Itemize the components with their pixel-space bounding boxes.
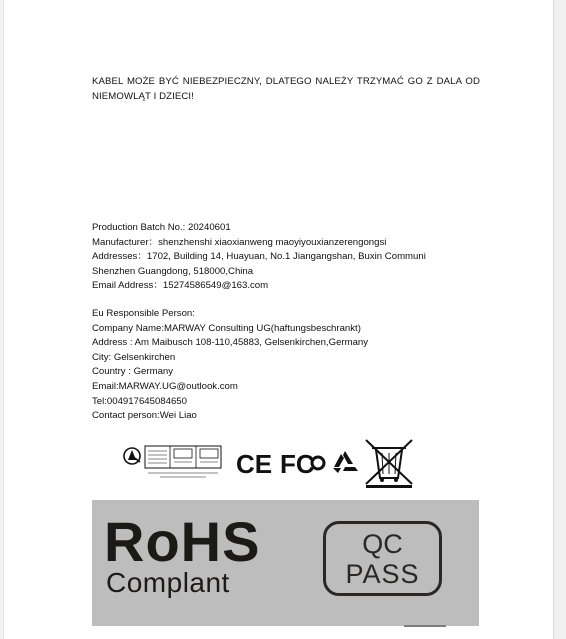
pass-label: PASS (345, 559, 420, 589)
complant-label: Complant (106, 567, 230, 598)
production-info (92, 221, 472, 294)
sorting-info-label (145, 446, 221, 477)
safety-warning (92, 74, 480, 104)
eu-address: Address : Am Maibusch 108-110,45883, Gelsenkirchen,Germany (92, 337, 369, 349)
eu-tel: Tel:004917645084650 (92, 395, 187, 407)
eu-email: Email:MARWAY.UG@outlook.com (92, 380, 238, 392)
warning-line-1: KABEL MOŻE BYĆ NIEBEZPIECZNY, DLATEGO NALEŻY TRZYMAĆ GO Z DALA OD (92, 76, 480, 87)
rohs-qc-badge (92, 500, 479, 626)
manufacturer: Manufacturer：shenzhenshi xiaoxianweng maoyiyouxianzerengongsi (92, 236, 387, 248)
warning-line-2: NIEMOWLĄT I DZIECI! (92, 91, 194, 102)
rohs-label: RoHS (104, 510, 261, 573)
recycle-icon (333, 451, 358, 473)
eu-heading: Eu Responsible Person: (92, 308, 195, 319)
manufacturer-email: Email Address：15274586549@163.com (92, 280, 269, 292)
production-batch: Production Batch No.: 20240601 (92, 222, 231, 233)
eu-responsible-info (92, 307, 472, 424)
triman-icon (124, 448, 140, 464)
page-bottom-strip (92, 626, 479, 639)
fcc-mark-icon: FC (280, 449, 315, 479)
qc-pass-stamp (323, 521, 442, 596)
weee-crossed-bin-icon (366, 440, 412, 488)
eu-city: City: Gelsenkirchen (92, 351, 176, 363)
certification-marks (120, 436, 420, 488)
qc-label: QC (362, 529, 403, 559)
eu-country: Country : Germany (92, 366, 174, 378)
manufacturer-address-2: Shenzhen Guangdong, 518000,China (92, 265, 254, 277)
ce-mark-icon: CE (236, 449, 273, 479)
scrollbar-track[interactable] (553, 0, 566, 639)
eu-company: Company Name:MARWAY Consulting UG(haftungsbeschrankt) (92, 322, 361, 334)
eu-contact: Contact person:Wei Liao (92, 410, 197, 422)
page-divider (404, 625, 446, 627)
manufacturer-address-1: Addresses：1702, Building 14, Huayuan, No.1 Jiangangshan, Buxin Communi (92, 251, 426, 263)
